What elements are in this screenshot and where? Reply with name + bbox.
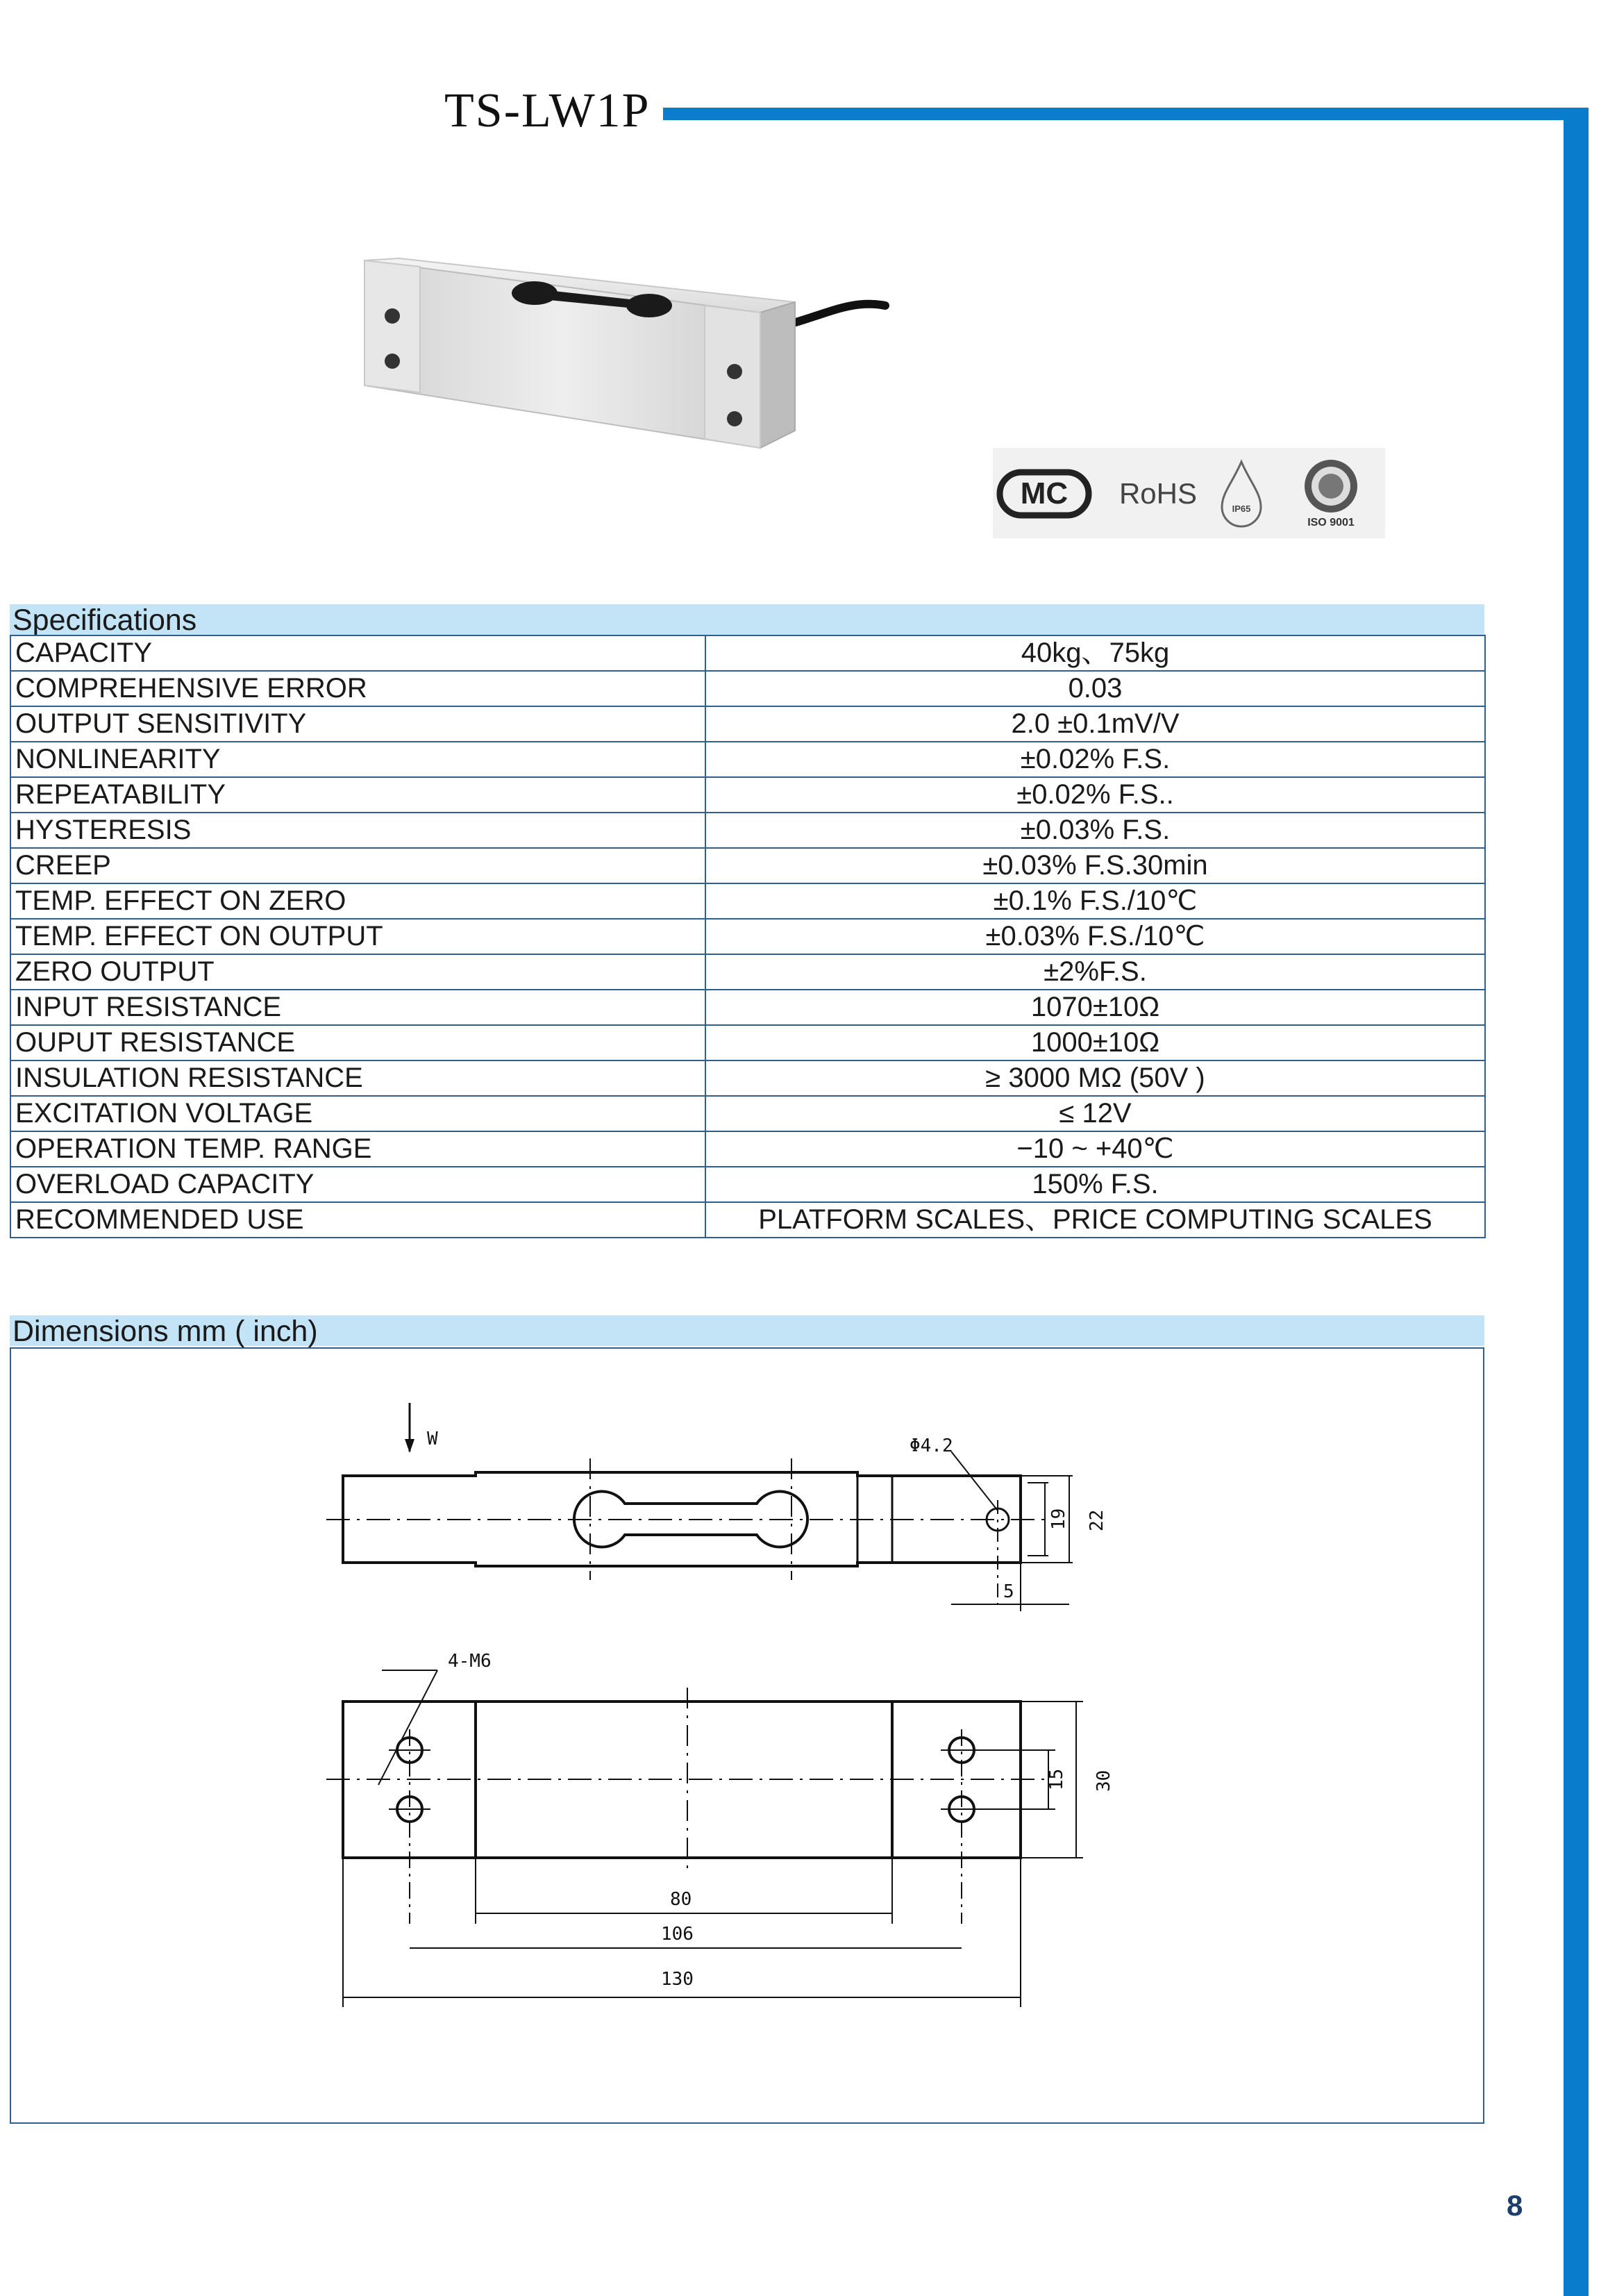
spec-value: ≤ 12V [705, 1096, 1485, 1131]
spec-label: INSULATION RESISTANCE [10, 1060, 705, 1096]
spec-row [10, 706, 1485, 742]
accent-bar-top [663, 108, 1576, 120]
spec-label: RECOMMENDED USE [10, 1202, 705, 1238]
dim-5-label: 5 [1003, 1581, 1014, 1602]
spec-row [10, 671, 1485, 706]
dimension-drawing [326, 1396, 1159, 2042]
spec-value: ±0.03% F.S.30min [705, 848, 1485, 883]
spec-value: ≥ 3000 MΩ (50V ) [705, 1060, 1485, 1096]
spec-label: EXCITATION VOLTAGE [10, 1096, 705, 1131]
spec-row [10, 777, 1485, 813]
spec-value: ±2%F.S. [705, 954, 1485, 990]
spec-value: 0.03 [705, 671, 1485, 706]
spec-row [10, 883, 1485, 919]
spec-label: ZERO OUTPUT [10, 954, 705, 990]
spec-label: TEMP. EFFECT ON ZERO [10, 883, 705, 919]
specifications-heading: Specifications [10, 604, 1484, 635]
spec-value: PLATFORM SCALES、PRICE COMPUTING SCALES [705, 1202, 1485, 1238]
spec-label: OUPUT RESISTANCE [10, 1025, 705, 1060]
dim-22-label: 22 [1087, 1509, 1107, 1531]
spec-label: TEMP. EFFECT ON OUTPUT [10, 919, 705, 954]
spec-value: 1070±10Ω [705, 990, 1485, 1025]
thread-label: 4-M6 [448, 1651, 492, 1672]
spec-value: 150% F.S. [705, 1167, 1485, 1202]
spec-row [10, 1060, 1485, 1096]
spec-label: CAPACITY [10, 635, 705, 671]
svg-text:RoHS: RoHS [1119, 477, 1198, 510]
spec-label: CREEP [10, 848, 705, 883]
dim-130-label: 130 [661, 1969, 694, 1990]
spec-label: OUTPUT SENSITIVITY [10, 706, 705, 742]
spec-label: NONLINEARITY [10, 742, 705, 777]
accent-bar-side [1564, 108, 1589, 2296]
dimensions-heading: Dimensions mm ( inch) [10, 1315, 1484, 1346]
spec-row [10, 1025, 1485, 1060]
spec-row [10, 1167, 1485, 1202]
spec-row [10, 1202, 1485, 1238]
spec-row [10, 1131, 1485, 1167]
dim-30-label: 30 [1094, 1770, 1114, 1792]
spec-label: INPUT RESISTANCE [10, 990, 705, 1025]
dim-15-label: 15 [1046, 1768, 1067, 1790]
spec-label: OPERATION TEMP. RANGE [10, 1131, 705, 1167]
load-direction-label: W [427, 1429, 438, 1449]
spec-label: HYSTERESIS [10, 813, 705, 848]
dim-106-label: 106 [661, 1924, 694, 1945]
spec-value: ±0.03% F.S. [705, 813, 1485, 848]
spec-value: ±0.03% F.S./10℃ [705, 919, 1485, 954]
svg-text:IP65: IP65 [1232, 504, 1251, 514]
spec-row [10, 919, 1485, 954]
spec-label: OVERLOAD CAPACITY [10, 1167, 705, 1202]
page-number: 8 [1507, 2189, 1523, 2222]
specifications-table [10, 635, 1486, 1238]
spec-value: ±0.1% F.S./10℃ [705, 883, 1485, 919]
certification-logos [993, 448, 1385, 538]
svg-text:ISO 9001: ISO 9001 [1307, 517, 1355, 529]
spec-row [10, 813, 1485, 848]
spec-label: COMPREHENSIVE ERROR [10, 671, 705, 706]
rohs-mark-icon [1119, 477, 1197, 510]
spec-value: 1000±10Ω [705, 1025, 1485, 1060]
spec-value: −10 ~ +40℃ [705, 1131, 1485, 1167]
spec-value: ±0.02% F.S. [705, 742, 1485, 777]
spec-row [10, 1096, 1485, 1131]
spec-value: ±0.02% F.S.. [705, 777, 1485, 813]
hole-diameter-label: Φ4.2 [910, 1436, 953, 1456]
spec-value: 2.0 ±0.1mV/V [705, 706, 1485, 742]
spec-label: REPEATABILITY [10, 777, 705, 813]
dim-19-label: 19 [1048, 1508, 1069, 1530]
mc-mark-icon [1000, 472, 1089, 515]
load-cell-photo [351, 250, 906, 451]
page-title: TS-LW1P [444, 84, 651, 138]
spec-value: 40kg、75kg [705, 635, 1485, 671]
svg-text:MC: MC [1020, 476, 1069, 510]
spec-row [10, 848, 1485, 883]
spec-row [10, 954, 1485, 990]
dim-80-label: 80 [670, 1889, 692, 1910]
iso9001-seal-icon [1305, 460, 1357, 529]
spec-row [10, 990, 1485, 1025]
ip65-drop-icon [1222, 462, 1261, 526]
spec-row [10, 635, 1485, 671]
spec-row [10, 742, 1485, 777]
